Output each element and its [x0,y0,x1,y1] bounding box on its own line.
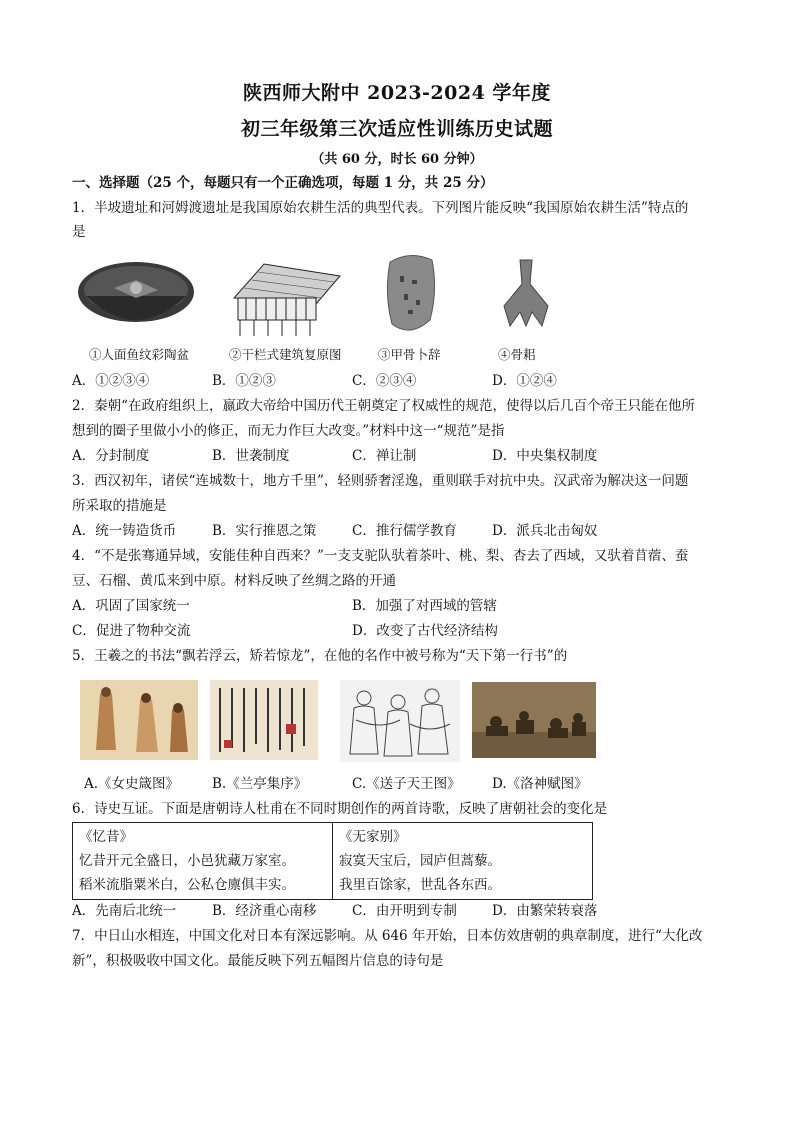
calligraphy-lantingxu-image [210,680,318,760]
caption-bone-spade: ④骨耜 [498,347,536,362]
bone-spade-image [498,256,554,330]
poem-right-title: 《无家别》 [339,829,407,845]
q4-stem-line1: 4．“不是张骞通异域，安能佳种自西来？”一支支驼队驮着茶叶、桃、梨、杏去了西域，又驮着苜蓿、蚕 [72,548,689,564]
q7-stem-line1: 7．中日山水相连，中国文化对日本有深远影响。从 646 年开始，日本仿效唐朝的典章制度，进行“大化改 [72,928,703,944]
caption-stilt-house: ②干栏式建筑复原图 [229,347,342,362]
exam-title-line2: 初三年级第三次适应性训练历史试题 [240,118,553,140]
q4-option-c[interactable]: C．促进了物种交流 [72,623,191,639]
q5-option-c[interactable]: C.《送子天王图》 [352,776,461,792]
q6-option-c[interactable]: C．由开明到专制 [352,903,457,919]
stilt-house-image [224,258,346,340]
q4-option-d[interactable]: D．改变了古代经济结构 [352,623,498,639]
q3-option-a[interactable]: A．统一铸造货币 [72,523,177,539]
poem-left-line1: 忆昔开元全盛日，小邑犹藏万家室。 [79,853,295,869]
q1-stem-line2: 是 [72,224,86,240]
q5-option-d[interactable]: D.《洛神赋图》 [492,776,588,792]
q5-option-b[interactable]: B.《兰亭集序》 [212,776,308,792]
painting-luoshen-image [472,682,596,758]
q5-stem-line1: 5．王羲之的书法“飘若浮云，矫若惊龙”，在他的名作中被号称为“天下第一行书”的 [72,648,568,664]
poem-left-cell [73,823,333,900]
poem-right-line1: 寂寞天宝后，园庐但蒿藜。 [339,853,501,869]
q2-option-b[interactable]: B．世袭制度 [212,448,290,464]
caption-pottery: ①人面鱼纹彩陶盆 [89,347,190,362]
q6-option-a[interactable]: A．先南后北统一 [72,903,177,919]
poem-left-line2: 稻米流脂粟米白，公私仓廪俱丰实。 [79,877,295,893]
painting-nvshizhen-image [80,680,198,760]
q2-option-d[interactable]: D．中央集权制度 [492,448,598,464]
q3-option-c[interactable]: C．推行儒学教育 [352,523,457,539]
poem-left-title: 《忆昔》 [79,829,133,845]
q4-stem-line2: 豆、石榴、黄瓜来到中原。材料反映了丝绸之路的开通 [72,573,396,589]
q1-option-d[interactable]: D．①②④ [492,373,557,389]
exam-subtitle: （共 60 分，时长 60 分钟） [311,152,483,167]
caption-oracle-bone: ③甲骨卜辞 [378,347,441,362]
q2-stem-line2: 想到的圈子里做小小的修正，而无力作巨大改变。”材料中这一“规范”是指 [72,423,505,439]
q6-option-d[interactable]: D．由繁荣转衰落 [492,903,598,919]
q1-option-b[interactable]: B．①②③ [212,373,276,389]
section-heading: 一、选择题（25 个，每题只有一个正确选项，每题 1 分，共 25 分） [72,175,494,191]
poem-right-line2: 我里百馀家，世乱各东西。 [339,877,501,893]
oracle-bone-image [380,250,442,338]
painting-songzi-image [340,680,460,762]
q5-option-a[interactable]: A.《女史箴图》 [84,776,180,792]
poem-right-cell [333,823,593,900]
q1-stem-line1: 1．半坡遗址和河姆渡遗址是我国原始农耕生活的典型代表。下列图片能反映“我国原始农耕生活”特点的 [72,200,689,216]
pottery-basin-image [74,258,198,338]
q4-option-a[interactable]: A．巩固了国家统一 [72,598,190,614]
q1-option-a[interactable]: A．①②③④ [72,373,150,389]
q2-option-a[interactable]: A．分封制度 [72,448,150,464]
q4-option-b[interactable]: B．加强了对西域的管辖 [352,598,497,614]
q1-option-c[interactable]: C．②③④ [352,373,417,389]
q2-option-c[interactable]: C．禅让制 [352,448,417,464]
exam-title-line1: 陕西师大附中 2023-2024 学年度 [243,82,551,104]
poem-table [72,822,593,900]
q6-stem-line1: 6．诗史互证。下面是唐朝诗人杜甫在不同时期创作的两首诗歌，反映了唐朝社会的变化是 [72,801,608,817]
q2-stem-line1: 2．秦朝“在政府组织上，嬴政大帝给中国历代王朝奠定了权威性的规范，使得以后几百个帝王只能在他所 [72,398,695,414]
q3-option-b[interactable]: B．实行推恩之策 [212,523,317,539]
q3-stem-line1: 3．西汉初年，诸侯“连城数十，地方千里”，轻则骄奢淫逸，重则联手对抗中央。汉武帝为解决这一问题 [72,473,689,489]
q3-option-d[interactable]: D．派兵北击匈奴 [492,523,598,539]
q7-stem-line2: 新”，积极吸收中国文化。最能反映下列五幅图片信息的诗句是 [72,953,444,969]
q6-option-b[interactable]: B．经济重心南移 [212,903,317,919]
q3-stem-line2: 所采取的措施是 [72,498,167,514]
